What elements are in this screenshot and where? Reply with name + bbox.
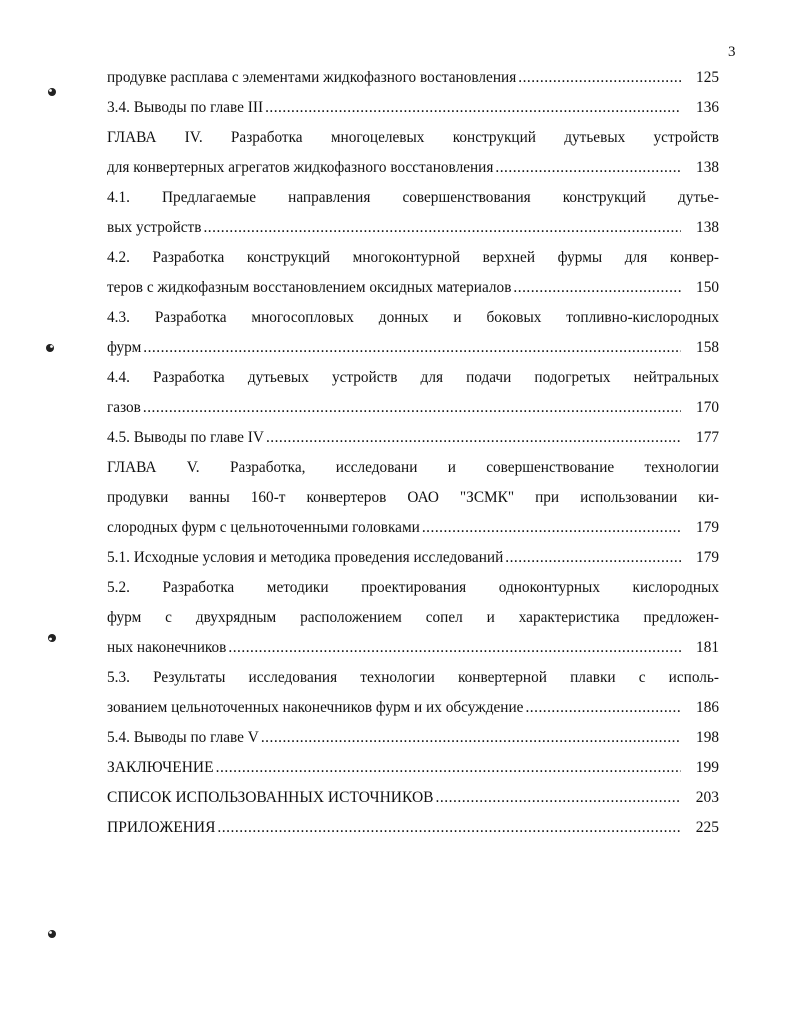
dot-leader	[143, 333, 681, 363]
dot-leader	[518, 63, 681, 93]
toc-line	[107, 663, 719, 693]
toc-entry-text: фурм с двухрядным расположением сопел и характеристика предложен-	[107, 609, 719, 626]
toc-line	[107, 93, 719, 123]
toc-line	[107, 603, 719, 633]
toc-line	[107, 423, 719, 453]
toc-entry-text: ПРИЛОЖЕНИЯ	[107, 819, 216, 836]
toc-entry-text: 5.2. Разработка методики проектирования одноконтурных кислородных	[107, 579, 719, 596]
toc-entry-text: продувки ванны 160-т конвертеров ОАО "ЗСМК" при использовании ки-	[107, 489, 719, 506]
toc-entry-text: ных наконечников	[107, 639, 227, 656]
toc-line	[107, 183, 719, 213]
toc-entry-text: 4.5. Выводы по главе IV	[107, 429, 264, 446]
toc-entry-text: вых устройств	[107, 219, 202, 236]
toc-line	[107, 153, 719, 183]
toc-page-number: 181	[696, 639, 719, 656]
toc-entry-text: ГЛАВА V. Разработка, исследовани и совершенствование технологии	[107, 459, 719, 476]
dot-leader	[435, 783, 681, 813]
toc-page-number: 138	[696, 219, 719, 236]
toc-line	[107, 753, 719, 783]
toc-page-number: 177	[696, 429, 719, 446]
toc-entry-text: 3.4. Выводы по главе III	[107, 99, 264, 116]
dot-leader	[261, 723, 681, 753]
toc-entry-text: зованием цельноточенных наконечников фурм и их обсуждение	[107, 699, 524, 716]
toc-line	[107, 693, 719, 723]
toc-line	[107, 453, 719, 483]
punch-hole-mark-icon	[46, 928, 58, 940]
dot-leader	[422, 513, 681, 543]
dot-leader	[505, 543, 681, 573]
toc-entry-text: 5.1. Исходные условия и методика проведения исследований	[107, 549, 504, 566]
toc-page-number: 125	[696, 69, 719, 86]
toc-entry-text: 4.4. Разработка дутьевых устройств для подачи подогретых нейтральных	[107, 369, 719, 386]
toc-page-number: 150	[696, 279, 719, 296]
toc-line	[107, 783, 719, 813]
toc-entry-text: слородных фурм с цельноточенными головками	[107, 519, 420, 536]
toc-page-number: 186	[696, 699, 719, 716]
toc-line	[107, 363, 719, 393]
toc-entry-text: газов	[107, 399, 141, 416]
dot-leader	[217, 813, 681, 843]
toc-line	[107, 543, 719, 573]
dot-leader	[525, 693, 681, 723]
toc-page-number: 179	[696, 549, 719, 566]
toc-entry-text: СПИСОК ИСПОЛЬЗОВАННЫХ ИСТОЧНИКОВ	[107, 789, 434, 806]
toc-line	[107, 303, 719, 333]
dot-leader	[216, 753, 681, 783]
toc-page-number: 179	[696, 519, 719, 536]
toc-page-number: 225	[695, 819, 719, 836]
dot-leader	[513, 273, 681, 303]
punch-hole-mark-icon	[46, 632, 58, 644]
toc-entry-text: 5.4. Выводы по главе V	[107, 729, 259, 746]
toc-page-number: 138	[696, 159, 719, 176]
toc-line	[107, 63, 719, 93]
punch-hole-mark-icon	[46, 86, 58, 98]
toc-entry-text: для конвертерных агрегатов жидкофазного восстановления	[107, 159, 494, 176]
toc-entry-text: теров с жидкофазным восстановлением оксидных материалов	[107, 279, 512, 296]
table-of-contents	[107, 63, 719, 843]
toc-entry-text: продувке расплава с элементами жидкофазного востановления	[107, 69, 517, 86]
toc-line	[107, 513, 719, 543]
punch-hole-mark-icon	[44, 342, 56, 354]
toc-entry-text: фурм	[107, 339, 142, 356]
toc-line	[107, 813, 719, 843]
toc-entry-text: 5.3. Результаты исследования технологии конвертерной плавки с исполь-	[107, 669, 719, 686]
toc-line	[107, 633, 719, 663]
toc-entry-text: 4.3. Разработка многосопловых донных и боковых топливно-кислородных	[107, 309, 719, 326]
toc-page-number: 199	[695, 759, 719, 776]
toc-page-number: 198	[696, 729, 719, 746]
dot-leader	[228, 633, 681, 663]
toc-page-number: 136	[696, 99, 719, 116]
toc-line	[107, 573, 719, 603]
toc-line	[107, 213, 719, 243]
toc-entry-text: ГЛАВА IV. Разработка многоцелевых конструкций дутьевых устройств	[107, 129, 719, 146]
toc-entry-text: ЗАКЛЮЧЕНИЕ	[107, 759, 214, 776]
toc-page-number: 158	[696, 339, 719, 356]
dot-leader	[203, 213, 681, 243]
toc-line	[107, 483, 719, 513]
dot-leader	[266, 423, 681, 453]
toc-page-number: 203	[695, 789, 719, 806]
toc-line	[107, 393, 719, 423]
dot-leader	[143, 393, 681, 423]
dot-leader	[495, 153, 681, 183]
toc-line	[107, 333, 719, 363]
toc-line	[107, 243, 719, 273]
toc-page-number: 170	[696, 399, 719, 416]
page-number: 3	[728, 44, 736, 60]
toc-line	[107, 723, 719, 753]
toc-entry-text: 4.2. Разработка конструкций многоконтурной верхней фурмы для конвер-	[107, 249, 719, 266]
toc-entry-text: 4.1. Предлагаемые направления совершенствования конструкций дутье-	[107, 189, 719, 206]
toc-line	[107, 123, 719, 153]
toc-line	[107, 273, 719, 303]
dot-leader	[265, 93, 681, 123]
